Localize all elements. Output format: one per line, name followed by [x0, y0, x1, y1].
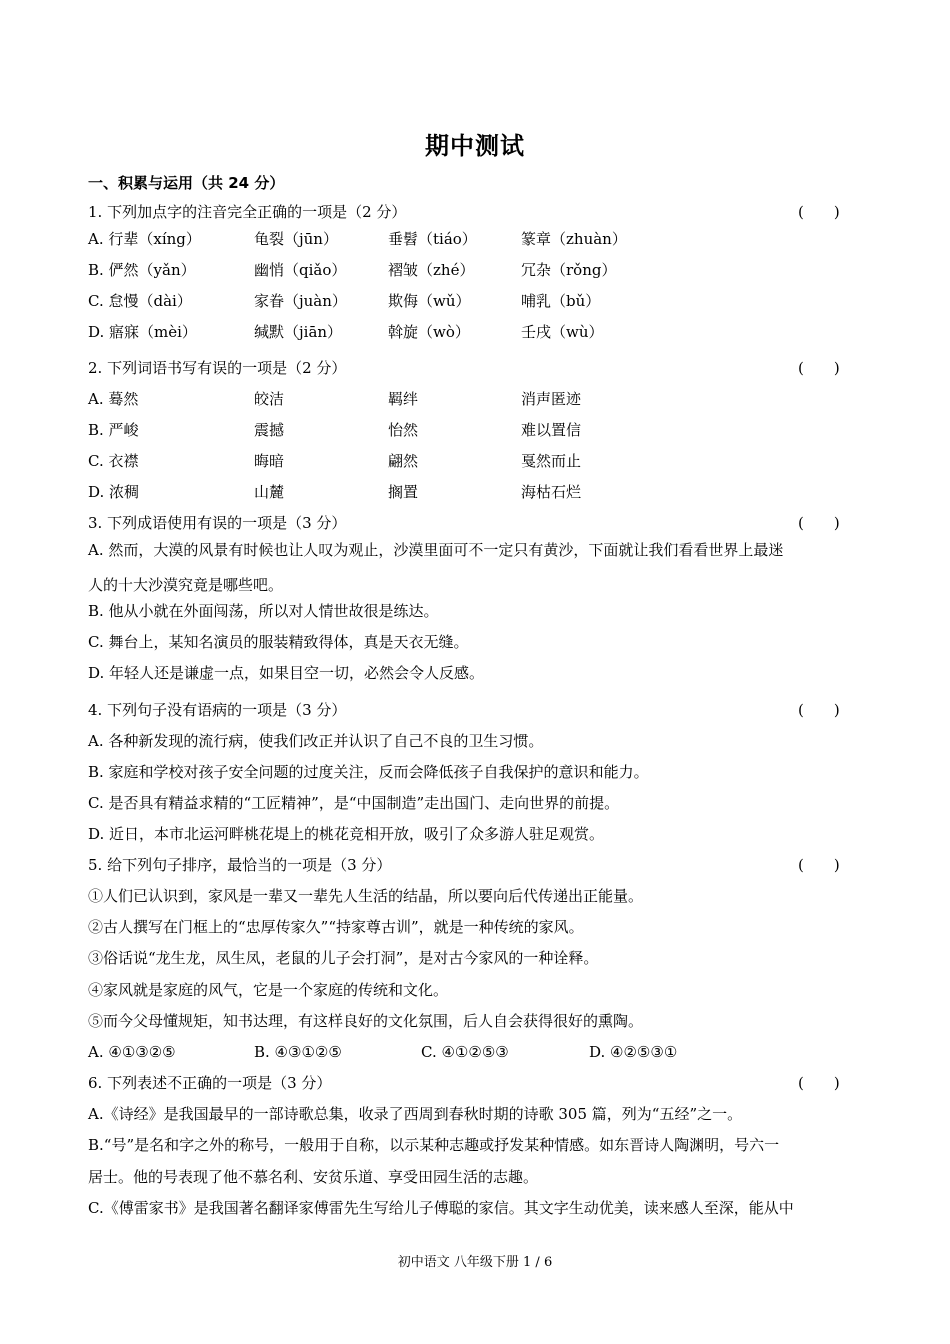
- question-5-sentence-2: ②古人撰写在门框上的“忠厚传家久”“持家尊古训”，就是一种传统的家风。: [88, 918, 584, 936]
- question-3-option-a-cont: 人的十大沙漠究竟是哪些吧。: [88, 576, 284, 594]
- question-2-row-4-item-3: 搁置: [388, 483, 419, 501]
- question-5-sentence-3: ③俗话说“龙生龙，凤生凤，老鼠的儿子会打洞”，是对古今家风的一种诠释。: [88, 949, 599, 967]
- question-2-row-2-item-3: 怡然: [388, 421, 419, 439]
- section-heading: 一、积累与运用（共 24 分）: [88, 174, 285, 192]
- answer-bracket: ( ): [798, 203, 840, 221]
- question-5-sentence-1: ①人们已认识到，家风是一辈又一辈先人生活的结晶，所以要向后代传递出正能量。: [88, 887, 644, 905]
- question-1-row-2-item-1: B. 俨然（yǎn）: [88, 261, 196, 279]
- question-1-row-3-item-3: 欺侮（wǔ）: [388, 292, 471, 310]
- page-footer: 初中语文 八年级下册 1 / 6: [397, 1255, 553, 1270]
- question-2-stem: 2. 下列词语书写有误的一项是（2 分）: [88, 359, 347, 377]
- question-5-sentence-4: ④家风就是家庭的风气，它是一个家庭的传统和文化。: [88, 981, 449, 999]
- question-1-row-4-item-2: 缄默（jiān）: [254, 323, 343, 341]
- question-1-row-4-item-3: 斡旋（wò）: [388, 323, 470, 341]
- question-5-stem: 5. 给下列句子排序，最恰当的一项是（3 分）: [88, 856, 392, 874]
- question-1-row-4-item-4: 壬戌（wù）: [521, 323, 604, 341]
- question-5-sentence-5: ⑤而今父母懂规矩，知书达理，有这样良好的文化氛围，后人自会获得很好的熏陶。: [88, 1012, 644, 1030]
- question-6-option-a: A.《诗经》是我国最早的一部诗歌总集，收录了西周到春秋时期的诗歌 305 篇，列为“五经”之一。: [88, 1105, 743, 1123]
- answer-bracket: ( ): [798, 701, 840, 719]
- question-2-row-3-item-3: 翩然: [388, 452, 419, 470]
- question-3-option-d: D. 年轻人还是谦虚一点，如果目空一切，必然会令人反感。: [88, 664, 485, 682]
- question-1-row-1-item-4: 篆章（zhuàn）: [521, 230, 627, 248]
- question-2-row-1-item-3: 羁绊: [388, 390, 419, 408]
- question-1-row-2-item-4: 冗杂（rǒng）: [521, 261, 617, 279]
- question-6-stem: 6. 下列表述不正确的一项是（3 分）: [88, 1074, 332, 1092]
- answer-bracket: ( ): [798, 514, 840, 532]
- question-2-row-1-item-2: 皎洁: [254, 390, 285, 408]
- question-1-row-1-item-1: A. 行辈（xíng）: [88, 230, 201, 248]
- answer-bracket: ( ): [798, 359, 840, 377]
- question-1-row-3-item-2: 家眷（juàn）: [254, 292, 347, 310]
- question-1-row-3-item-1: C. 怠慢（dài）: [88, 292, 192, 310]
- question-3-option-b: B. 他从小就在外面闯荡，所以对人情世故很是练达。: [88, 602, 439, 620]
- question-2-row-1-item-4: 消声匿迹: [521, 390, 582, 408]
- question-2-row-4-item-4: 海枯石烂: [521, 483, 582, 501]
- page-title: 期中测试: [425, 132, 525, 160]
- question-3-stem: 3. 下列成语使用有误的一项是（3 分）: [88, 514, 347, 532]
- question-5-option-d: D. ④②⑤③①: [589, 1043, 678, 1061]
- question-2-row-3-item-1: C. 衣襟: [88, 452, 139, 470]
- question-5-option-b: B. ④③①②⑤: [254, 1043, 342, 1061]
- question-1-stem: 1. 下列加点字的注音完全正确的一项是（2 分）: [88, 203, 407, 221]
- question-5-option-c: C. ④①②⑤③: [421, 1043, 509, 1061]
- question-1-row-1-item-3: 垂髫（tiáo）: [388, 230, 477, 248]
- answer-bracket: ( ): [798, 1074, 840, 1092]
- question-3-option-a: A. 然而，大漠的风景有时候也让人叹为观止，沙漠里面可不一定只有黄沙，下面就让我们看看世界上最迷: [88, 541, 784, 559]
- question-1-row-1-item-2: 龟裂（jūn）: [254, 230, 338, 248]
- question-1-row-3-item-4: 哺乳（bǔ）: [521, 292, 601, 310]
- question-6-option-b: B.“号”是名和字之外的称号，一般用于自称，以示某种志趣或抒发某种情感。如东晋诗人陶渊明，号六一: [88, 1136, 780, 1154]
- answer-bracket: ( ): [798, 856, 840, 874]
- question-5-option-a: A. ④①③②⑤: [88, 1043, 176, 1061]
- question-4-stem: 4. 下列句子没有语病的一项是（3 分）: [88, 701, 347, 719]
- question-2-row-4-item-2: 山麓: [254, 483, 285, 501]
- question-1-row-2-item-2: 幽悄（qiǎo）: [254, 261, 347, 279]
- question-2-row-3-item-2: 晦暗: [254, 452, 285, 470]
- question-2-row-2-item-1: B. 严峻: [88, 421, 139, 439]
- question-2-row-4-item-1: D. 浓稠: [88, 483, 140, 501]
- question-2-row-2-item-2: 震撼: [254, 421, 285, 439]
- question-4-option-b: B. 家庭和学校对孩子安全问题的过度关注，反而会降低孩子自我保护的意识和能力。: [88, 763, 649, 781]
- question-4-option-c: C. 是否具有精益求精的“工匠精神”，是“中国制造”走出国门、走向世界的前提。: [88, 794, 620, 812]
- question-3-option-c: C. 舞台上，某知名演员的服装精致得体，真是天衣无缝。: [88, 633, 469, 651]
- question-1-row-2-item-3: 褶皱（zhé）: [388, 261, 475, 279]
- question-2-row-1-item-1: A. 蓦然: [88, 390, 139, 408]
- question-6-option-c: C.《傅雷家书》是我国著名翻译家傅雷先生写给儿子傅聪的家信。其文字生动优美，读来感人至深，能从中: [88, 1199, 794, 1217]
- question-4-option-a: A. 各种新发现的流行病，使我们改正并认识了自己不良的卫生习惯。: [88, 732, 544, 750]
- question-4-option-d: D. 近日，本市北运河畔桃花堤上的桃花竞相开放，吸引了众多游人驻足观赏。: [88, 825, 605, 843]
- question-1-row-4-item-1: D. 寤寐（mèi）: [88, 323, 197, 341]
- question-2-row-3-item-4: 戛然而止: [521, 452, 582, 470]
- question-6-option-b-cont: 居士。他的号表现了他不慕名利、安贫乐道、享受田园生活的志趣。: [88, 1168, 539, 1186]
- question-2-row-2-item-4: 难以置信: [521, 421, 582, 439]
